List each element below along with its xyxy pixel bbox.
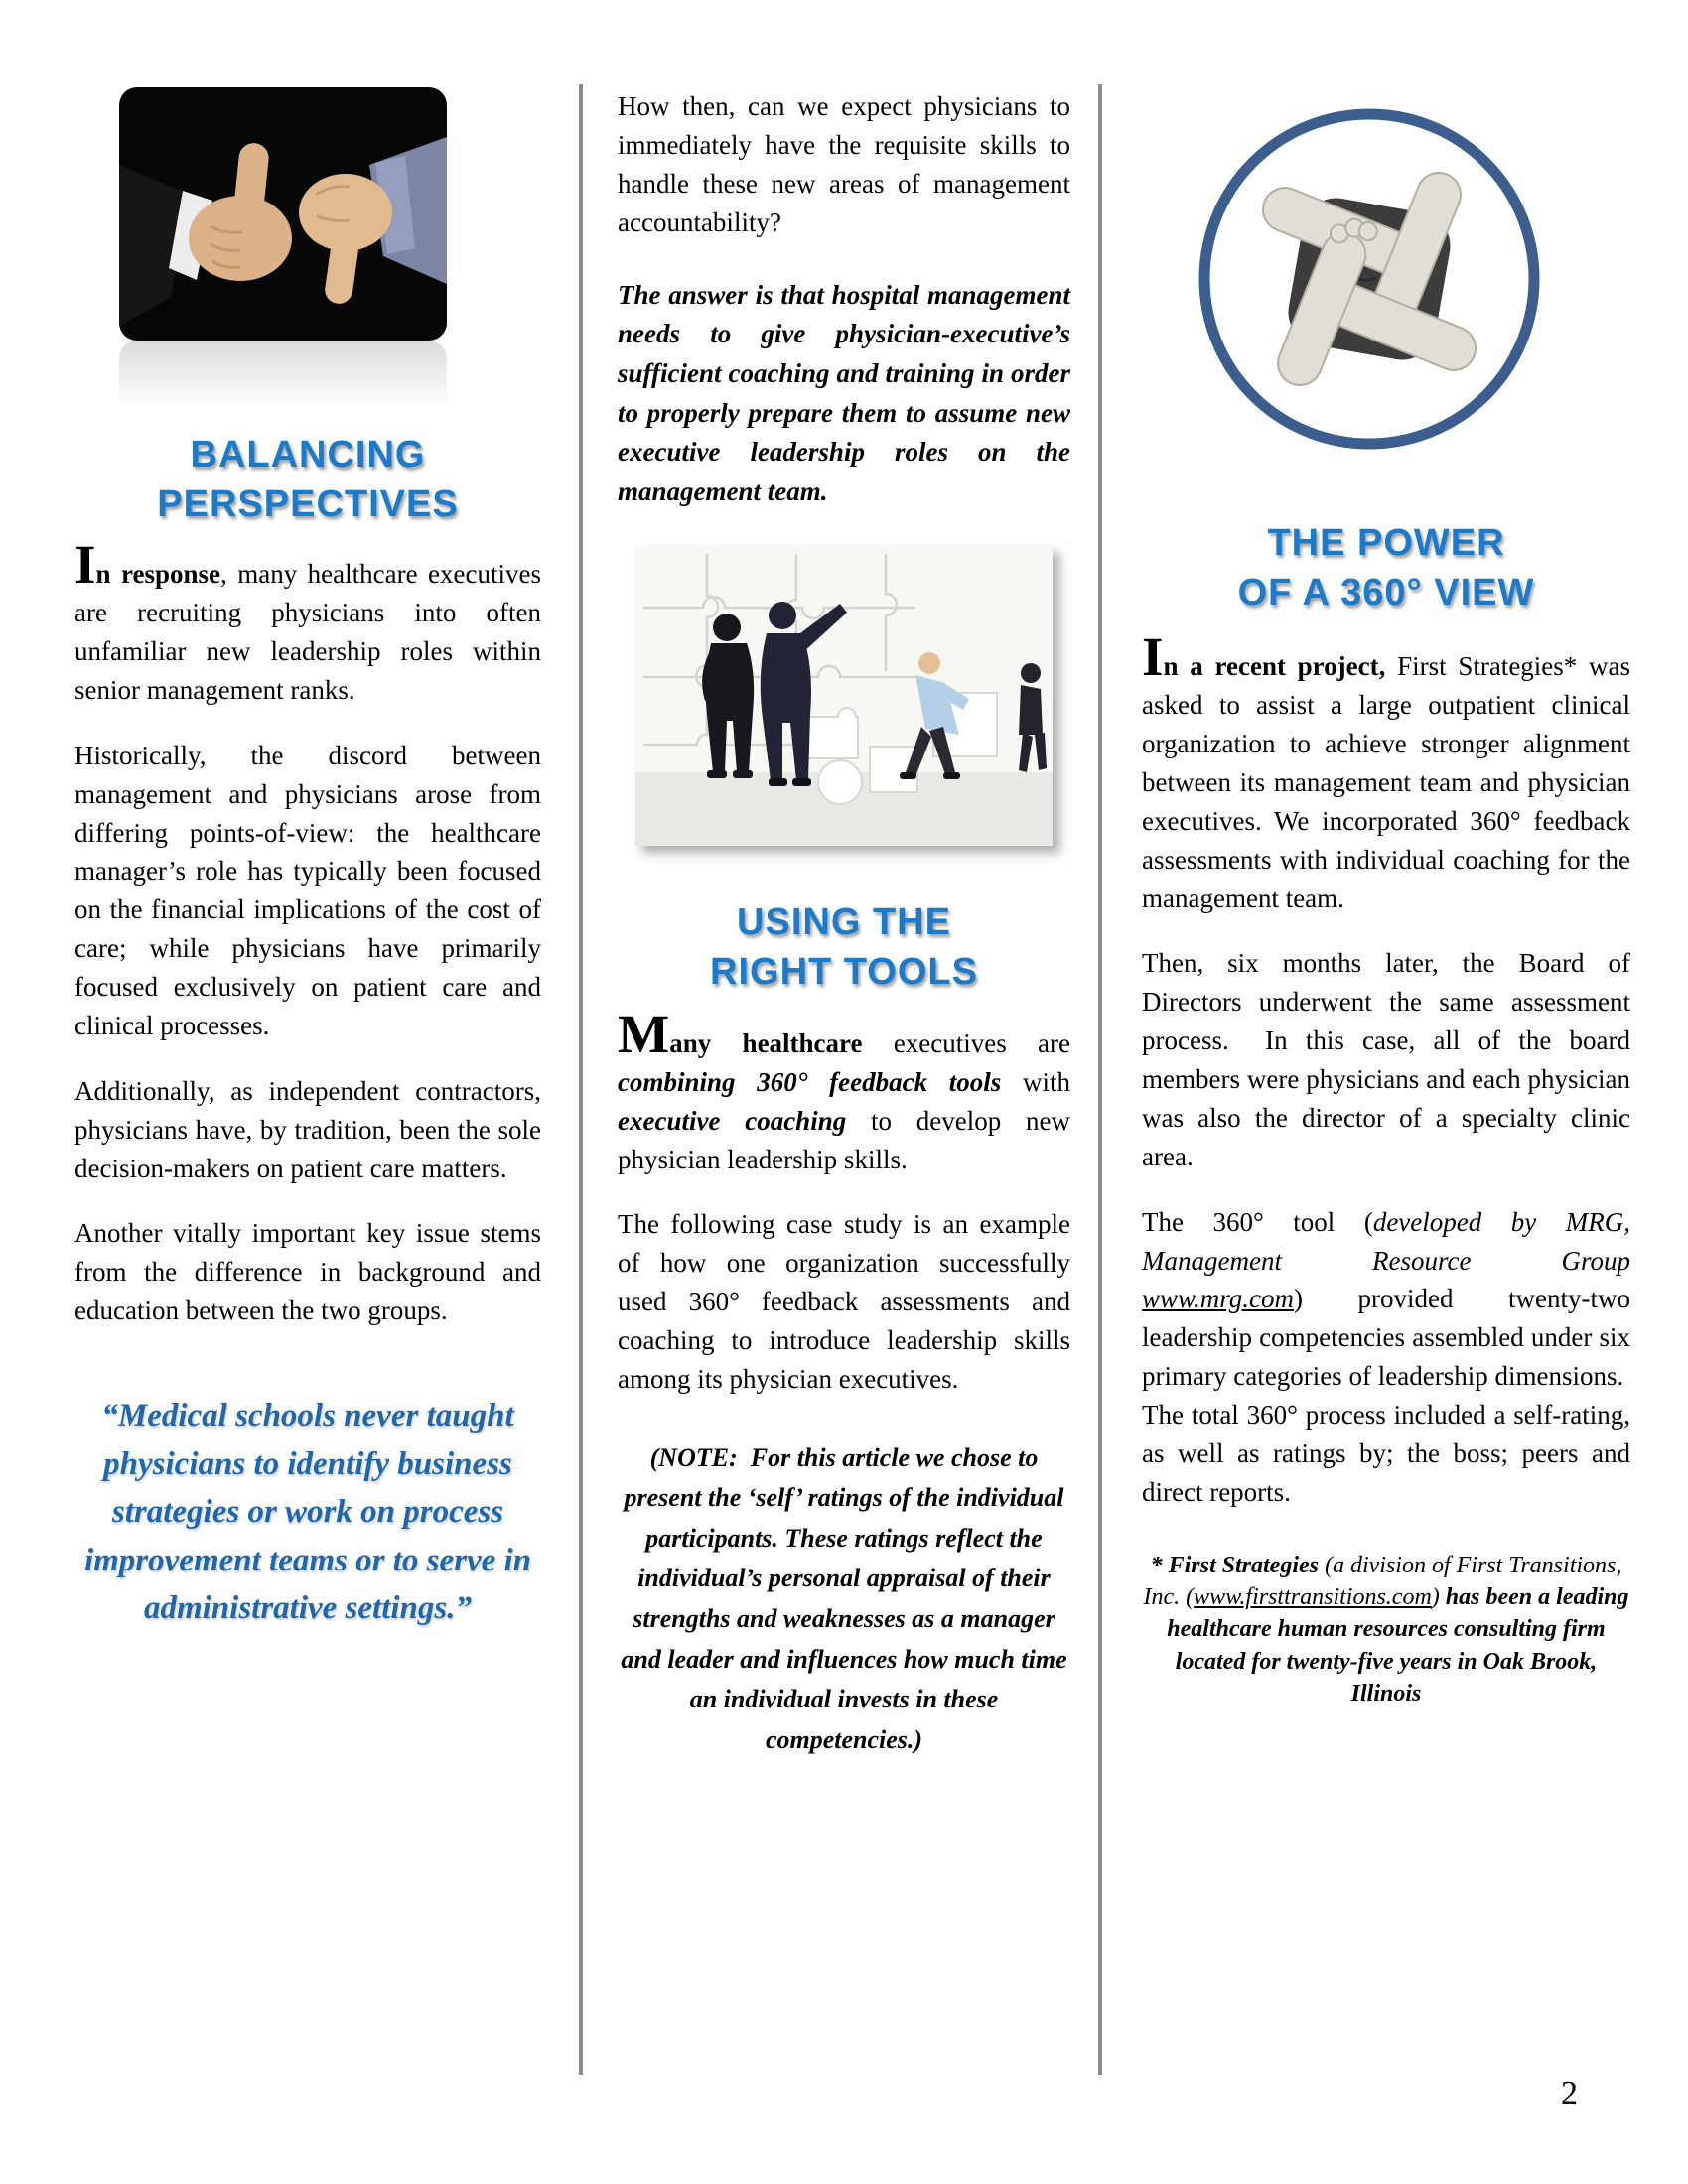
footnote-text: has been a leading healthcare human resources consulting firm located for twenty-five years in Oak Brook, Illinois xyxy=(1167,1584,1629,1707)
paragraph-recent-project xyxy=(1142,626,1630,917)
paragraph-another-issue: Another vitally important key issue stems from the difference in background and education between the two groups. xyxy=(74,1218,541,1326)
heading-line: RIGHT TOOLS xyxy=(710,950,978,993)
paragraph-text: ) provided twenty-two leadership competencies assembled under six primary categories of leadership dimensions. The total 360° process included a self-rating, as well as ratings by; the boss; peers and direct reports. xyxy=(1142,1284,1630,1507)
drop-initial: I xyxy=(74,534,96,596)
thumbs-up-down-image xyxy=(119,87,447,341)
paragraph-text: First Strategies* was asked to assist a large outpatient clinical organization to achieve stronger alignment between its management team and physician executives. We incorporated 360° feedback assessments with individual coaching for the management team. xyxy=(1142,651,1630,913)
paragraph-text: to develop new physician leadership skills. xyxy=(618,1105,1070,1174)
paragraph-historically: Historically, the discord between management and physicians arose from differing points-of-view: the healthcare manager’s role has typically been focused on the financial implications of the cost of care; while physicians have primarily focused exclusively on patient care and clinical processes. xyxy=(74,740,541,1040)
circle-of-hands-icon xyxy=(1194,103,1545,455)
left-column xyxy=(74,87,541,1633)
heading-line: BALANCING xyxy=(190,434,426,476)
circle-of-hands-image xyxy=(1194,103,1545,455)
first-transitions-link[interactable]: www.firsttransitions.com xyxy=(1194,1584,1432,1611)
column-divider xyxy=(1098,84,1102,2075)
puzzle-teamwork-image xyxy=(635,546,1053,846)
pull-quote-medical-schools: “Medical schools never taught physicians to identify business strategies or work on process improvement teams or to serve in administrative settings.” xyxy=(83,1398,532,1627)
paragraph-text: The 360° tool ( xyxy=(1142,1206,1373,1237)
drop-initial: M xyxy=(618,1003,670,1064)
footnote-first-strategies xyxy=(1142,1550,1630,1710)
page-number: 2 xyxy=(1561,2075,1578,2112)
heading-line: USING THE xyxy=(737,900,951,943)
paragraph-many-healthcare xyxy=(618,1003,1070,1179)
paragraph-text: , many healthcare executives are recruiting physicians into often unfamiliar new leadership roles within senior management ranks. xyxy=(74,559,541,705)
puzzle-teamwork-icon xyxy=(635,546,1053,846)
right-column xyxy=(1142,87,1630,1710)
bold-lead: n response xyxy=(95,559,221,590)
emphasis-text: combining 360° feedback tools xyxy=(618,1066,1002,1097)
paragraph-in-response xyxy=(74,534,541,710)
heading-line: OF A 360° VIEW xyxy=(1237,572,1535,614)
thumbs-up-down-icon xyxy=(119,87,447,341)
thumbs-image-reflection xyxy=(119,341,447,414)
heading-line: THE POWER xyxy=(1267,522,1505,564)
paragraph-additionally: Additionally, as independent contractors, physicians have, by tradition, been the sole decision-makers on patient care matters. xyxy=(74,1075,541,1183)
emphasis-text: executive coaching xyxy=(618,1105,847,1136)
paragraph-the-answer: The answer is that hospital management needs to give physician-executive’s sufficient coaching and training in order to properly prepare them to assume new executive leadership roles on the management team. xyxy=(618,279,1070,506)
paragraph-360-tool xyxy=(1142,1203,1630,1512)
paragraph-how-then: How then, can we expect physicians to immediately have the requisite skills to handle these new areas of management accountability? xyxy=(618,91,1070,237)
bold-lead: n a recent project, xyxy=(1163,651,1386,682)
paragraph-text: executives are xyxy=(862,1027,1070,1058)
drop-initial: I xyxy=(1142,626,1164,688)
emphasis-text: developed by MRG, Management Resource Group xyxy=(1142,1206,1630,1276)
paragraph-six-months-later: Then, six months later, the Board of Directors underwent the same assessment process. In this case, all of the board members were physicians and each physician was also the director of a specialty clinic area. xyxy=(1142,948,1630,1171)
paragraph-case-study: The following case study is an example of how one organization successfully used 360° feedback assessments and coaching to introduce leadership skills among its physician executives. xyxy=(618,1209,1070,1394)
heading-line: PERSPECTIVES xyxy=(157,483,459,526)
section-heading-using-the-right-tools xyxy=(618,897,1070,997)
section-heading-balancing-perspectives xyxy=(74,430,541,529)
paragraph-text: with xyxy=(1001,1066,1070,1097)
footnote-text: ) xyxy=(1431,1584,1446,1611)
middle-column xyxy=(618,87,1070,1760)
mrg-link[interactable]: www.mrg.com xyxy=(1142,1284,1295,1314)
column-divider xyxy=(579,84,583,2075)
section-heading-power-of-360-view xyxy=(1142,518,1630,617)
note-block: (NOTE: For this article we chose to present the ‘self’ ratings of the individual participants. These ratings reflect the individual’s personal appraisal of their strengths and weaknesses as a manager and leader and influences how much time an individual invests in these competencies.) xyxy=(621,1442,1067,1754)
footnote-lead: * First Strategies xyxy=(1150,1552,1325,1578)
bold-lead: any healthcare xyxy=(669,1027,863,1058)
footnote-text: (a division of First Transitions, Inc. ( xyxy=(1143,1552,1622,1611)
